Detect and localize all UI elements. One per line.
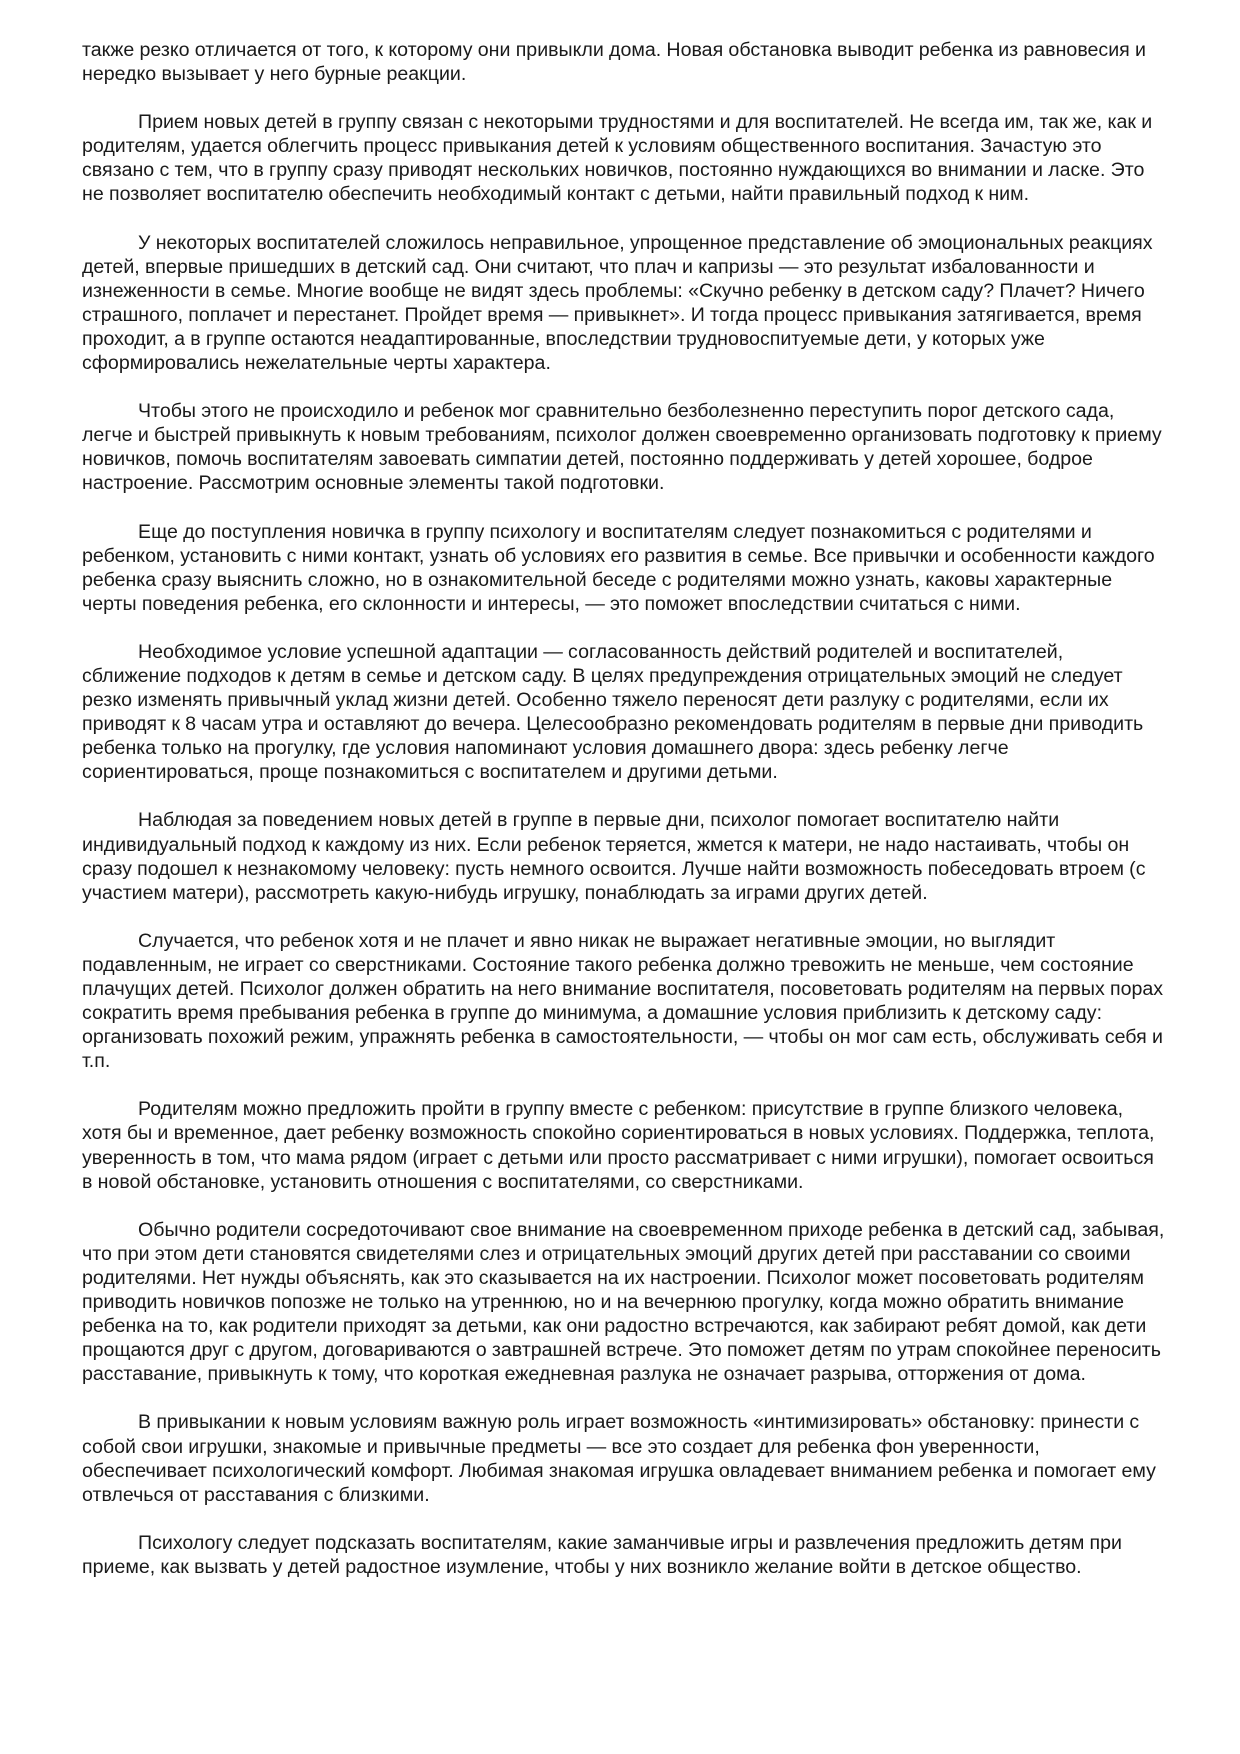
paragraph: Родителям можно предложить пройти в группу вместе с ребенком: присутствие в группе близкого человека, хотя бы и временное, дает ребенку возможность спокойно сориентироваться в новых условиях. Поддержка, теплота, уверенность в том, что мама рядом (играет с детьми или просто рассматривает с ними игрушки), помогает освоиться в новой обстановке, установить отношения с воспитателями, со сверстниками. [82,1098,1155,1193]
document-page [82,38,1167,1603]
paragraph: Обычно родители сосредоточивают свое внимание на своевременном приходе ребенка в детский сад, забывая, что при этом дети становятся свидетелями слез и отрицательных эмоций других детей при расставании со своими родителями. Нет нужды объяснять, как это сказывается на их настроении. Психолог может посоветовать родителям приводить новичков попозже не только на утреннюю, но и на вечернюю прогулку, когда можно обратить внимание ребенка на то, как родители приходят за детьми, как они радостно встречаются, как забирают ребят домой, как дети прощаются друг с другом, договариваются о завтрашней встрече. Это поможет детям по утрам спокойнее переносить расставание, привыкнуть к тому, что короткая ежедневная разлука не означает разрыва, отторжения от дома. [82,1218,1165,1386]
paragraph: Чтобы этого не происходило и ребенок мог сравнительно безболезненно переступить порог детского сада, легче и быстрей привыкнуть к новым требованиям, психолог должен своевременно организовать подготовку к приему новичков, помочь воспитателям завоевать симпатии детей, постоянно поддерживать у детей хорошее, бодрое настроение. Рассмотрим основные элементы такой подготовки. [82,400,1162,495]
paragraph-continuation: также резко отличается от того, к которому они привыкли дома. Новая обстановка выводит ребенка из равновесия и нередко вызывает у него бурные реакции. [82,39,1146,86]
paragraph: Еще до поступления новичка в группу психологу и воспитателям следует познакомиться с родителями и ребенком, установить с ними контакт, узнать об условиях его развития в семье. Все привычки и особенности каждого ребенка сразу выяснить сложно, но в ознакомительной беседе с родителями можно узнать, каковы характерные черты поведения ребенка, его склонности и интересы, — это поможет впоследствии считаться с ними. [82,520,1155,615]
paragraph: Психологу следует подсказать воспитателям, какие заманчивые игры и развлечения предложить детям при приеме, как вызвать у детей радостное изумление, чтобы у них возникло желание войти в детское общество. [82,1531,1122,1578]
paragraph: В привыкании к новым условиям важную роль играет возможность «интимизировать» обстановку: принести с собой свои игрушки, знакомые и привычные предметы — все это создает для ребенка фон уверенности, обеспечивает психологический комфорт. Любимая знакомая игрушка овладевает вниманием ребенка и помогает ему отвлечься от расставания с близкими. [82,1411,1156,1506]
paragraph: У некоторых воспитателей сложилось неправильное, упрощенное представление об эмоциональных реакциях детей, впервые пришедших в детский сад. Они считают, что плач и капризы — это результат избалованности и изнеженности в семье. Многие вообще не видят здесь проблемы: «Скучно ребенку в детском саду? Плачет? Ничего страшного, поплачет и перестанет. Пройдет время — привыкнет». И тогда процесс привыкания затягивается, время проходит, а в группе остаются неадаптированные, впоследствии трудновоспитуемые дети, у которых уже сформировались нежелательные черты характера. [82,231,1153,375]
paragraph: Необходимое условие успешной адаптации — согласованность действий родителей и воспитателей, сближение подходов к детям в семье и детском саду. В целях предупреждения отрицательных эмоций не следует резко изменять привычный уклад жизни детей. Особенно тяжело переносят дети разлуку с родителями, если их приводят к 8 часам утра и оставляют до вечера. Целесообразно рекомендовать родителям в первые дни приводить ребенка только на прогулку, где условия напоминают условия домашнего двора: здесь ребенку легче сориентироваться, проще познакомиться с воспитателем и другими детьми. [82,640,1144,784]
paragraph: Наблюдая за поведением новых детей в группе в первые дни, психолог помогает воспитателю найти индивидуальный подход к каждому из них. Если ребенок теряется, жмется к матери, не надо настаивать, чтобы он сразу подошел к незнакомому человеку: пусть немного освоится. Лучше найти возможность побеседовать втроем (с участием матери), рассмотреть какую-нибудь игрушку, понаблюдать за играми других детей. [82,809,1146,904]
paragraph: Случается, что ребенок хотя и не плачет и явно никак не выражает негативные эмоции, но выглядит подавленным, не играет со сверстниками. Состояние такого ребенка должно тревожить не меньше, чем состояние плачущих детей. Психолог должен обратить на него внимание воспитателя, посоветовать родителям на первых порах сократить время пребывания ребенка в группе до минимума, а домашние условия приблизить к детскому саду: организовать похожий режим, упражнять ребенка в самостоятельности, — чтобы он мог сам есть, обслуживать себя и т.п. [82,929,1164,1073]
paragraph: Прием новых детей в группу связан с некоторыми трудностями и для воспитателей. Не всегда им, так же, как и родителям, удается облегчить процесс привыкания детей к условиям общественного воспитания. Зачастую это связано с тем, что в группу сразу приводят нескольких новичков, постоянно нуждающихся во внимании и ласке. Это не позволяет воспитателю обеспечить необходимый контакт с детьми, найти правильный подход к ним. [82,111,1153,206]
